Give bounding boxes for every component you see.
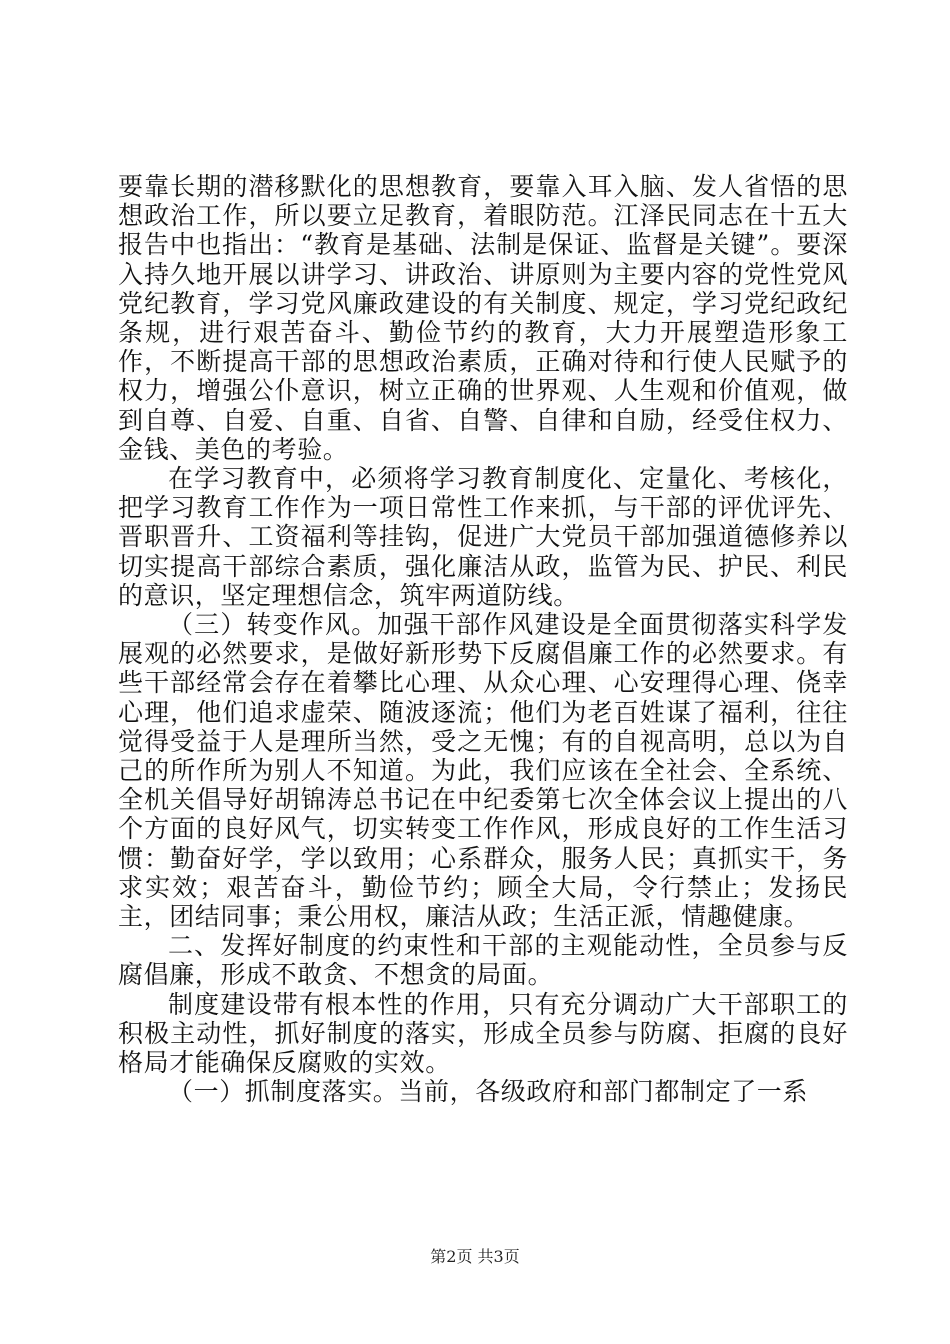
paragraph-system-implementation: （一）抓制度落实。当前，各级政府和部门都制定了一系 bbox=[168, 1077, 809, 1107]
paragraph-system-building: 制度建设带有根本性的作用，只有充分调动广大干部职工的积极主动性，抓好制度的落实，形成全员参与防腐、拒腐的良好格局才能确保反腐败的实效。 bbox=[118, 989, 848, 1078]
section-heading-two: 二、发挥好制度的约束性和干部的主观能动性，全员参与反腐倡廉，形成不敢贪、不想贪的局面。 bbox=[118, 931, 848, 990]
paragraph-study-education: 在学习教育中，必须将学习教育制度化、定量化、考核化，把学习教育工作作为一项日常性工作来抓，与干部的评优评先、晋职晋升、工资福利等挂钩，促进广大党员干部加强道德修养以切实提高干部综合素质，强化廉洁从政，监管为民、护民、利民的意识，坚定理想信念，筑牢两道防线。 bbox=[118, 464, 848, 610]
paragraph-continuation: 要靠长期的潜移默化的思想教育，要靠入耳入脑、发人省悟的思想政治工作，所以要立足教育，着眼防范。江泽民同志在十五大报告中也指出：“教育是基础、法制是保证、监督是关键”。要深入持久地开展以讲学习、讲政治、讲原则为主要内容的党性党风党纪教育，学习党风廉政建设的有关制度、规定，学习党纪政纪条规，进行艰苦奋斗、勤俭节约的教育，大力开展塑造形象工作，不断提高干部的思想政治素质，正确对待和行使人民赋予的权力，增强公仆意识，树立正确的世界观、人生观和价值观，做到自尊、自爱、自重、自省、自警、自律和自励，经受住权力、金钱、美色的考验。 bbox=[118, 172, 848, 464]
page-footer: 第2页 共3页 bbox=[430, 1247, 520, 1266]
body-text bbox=[118, 172, 848, 1107]
paragraph-change-style: （三）转变作风。加强干部作风建设是全面贯彻落实科学发展观的必然要求，是做好新形势下反腐倡廉工作的必然要求。有些干部经常会存在着攀比心理、从众心理、心安理得心理、侥幸心理，他们追求虚荣、随波逐流；他们为老百姓谋了福利，往往觉得受益于人是理所当然，受之无愧；有的自视高明，总以为自己的所作所为别人不知道。为此，我们应该在全社会、全系统、全机关倡导好胡锦涛总书记在中纪委第七次全体会议上提出的八个方面的良好风气，切实转变工作作风，形成良好的工作生活习惯：勤奋好学，学以致用；心系群众，服务人民；真抓实干，务求实效；艰苦奋斗，勤俭节约；顾全大局，令行禁止；发扬民主，团结同事；秉公用权，廉洁从政；生活正派，情趣健康。 bbox=[118, 610, 848, 932]
